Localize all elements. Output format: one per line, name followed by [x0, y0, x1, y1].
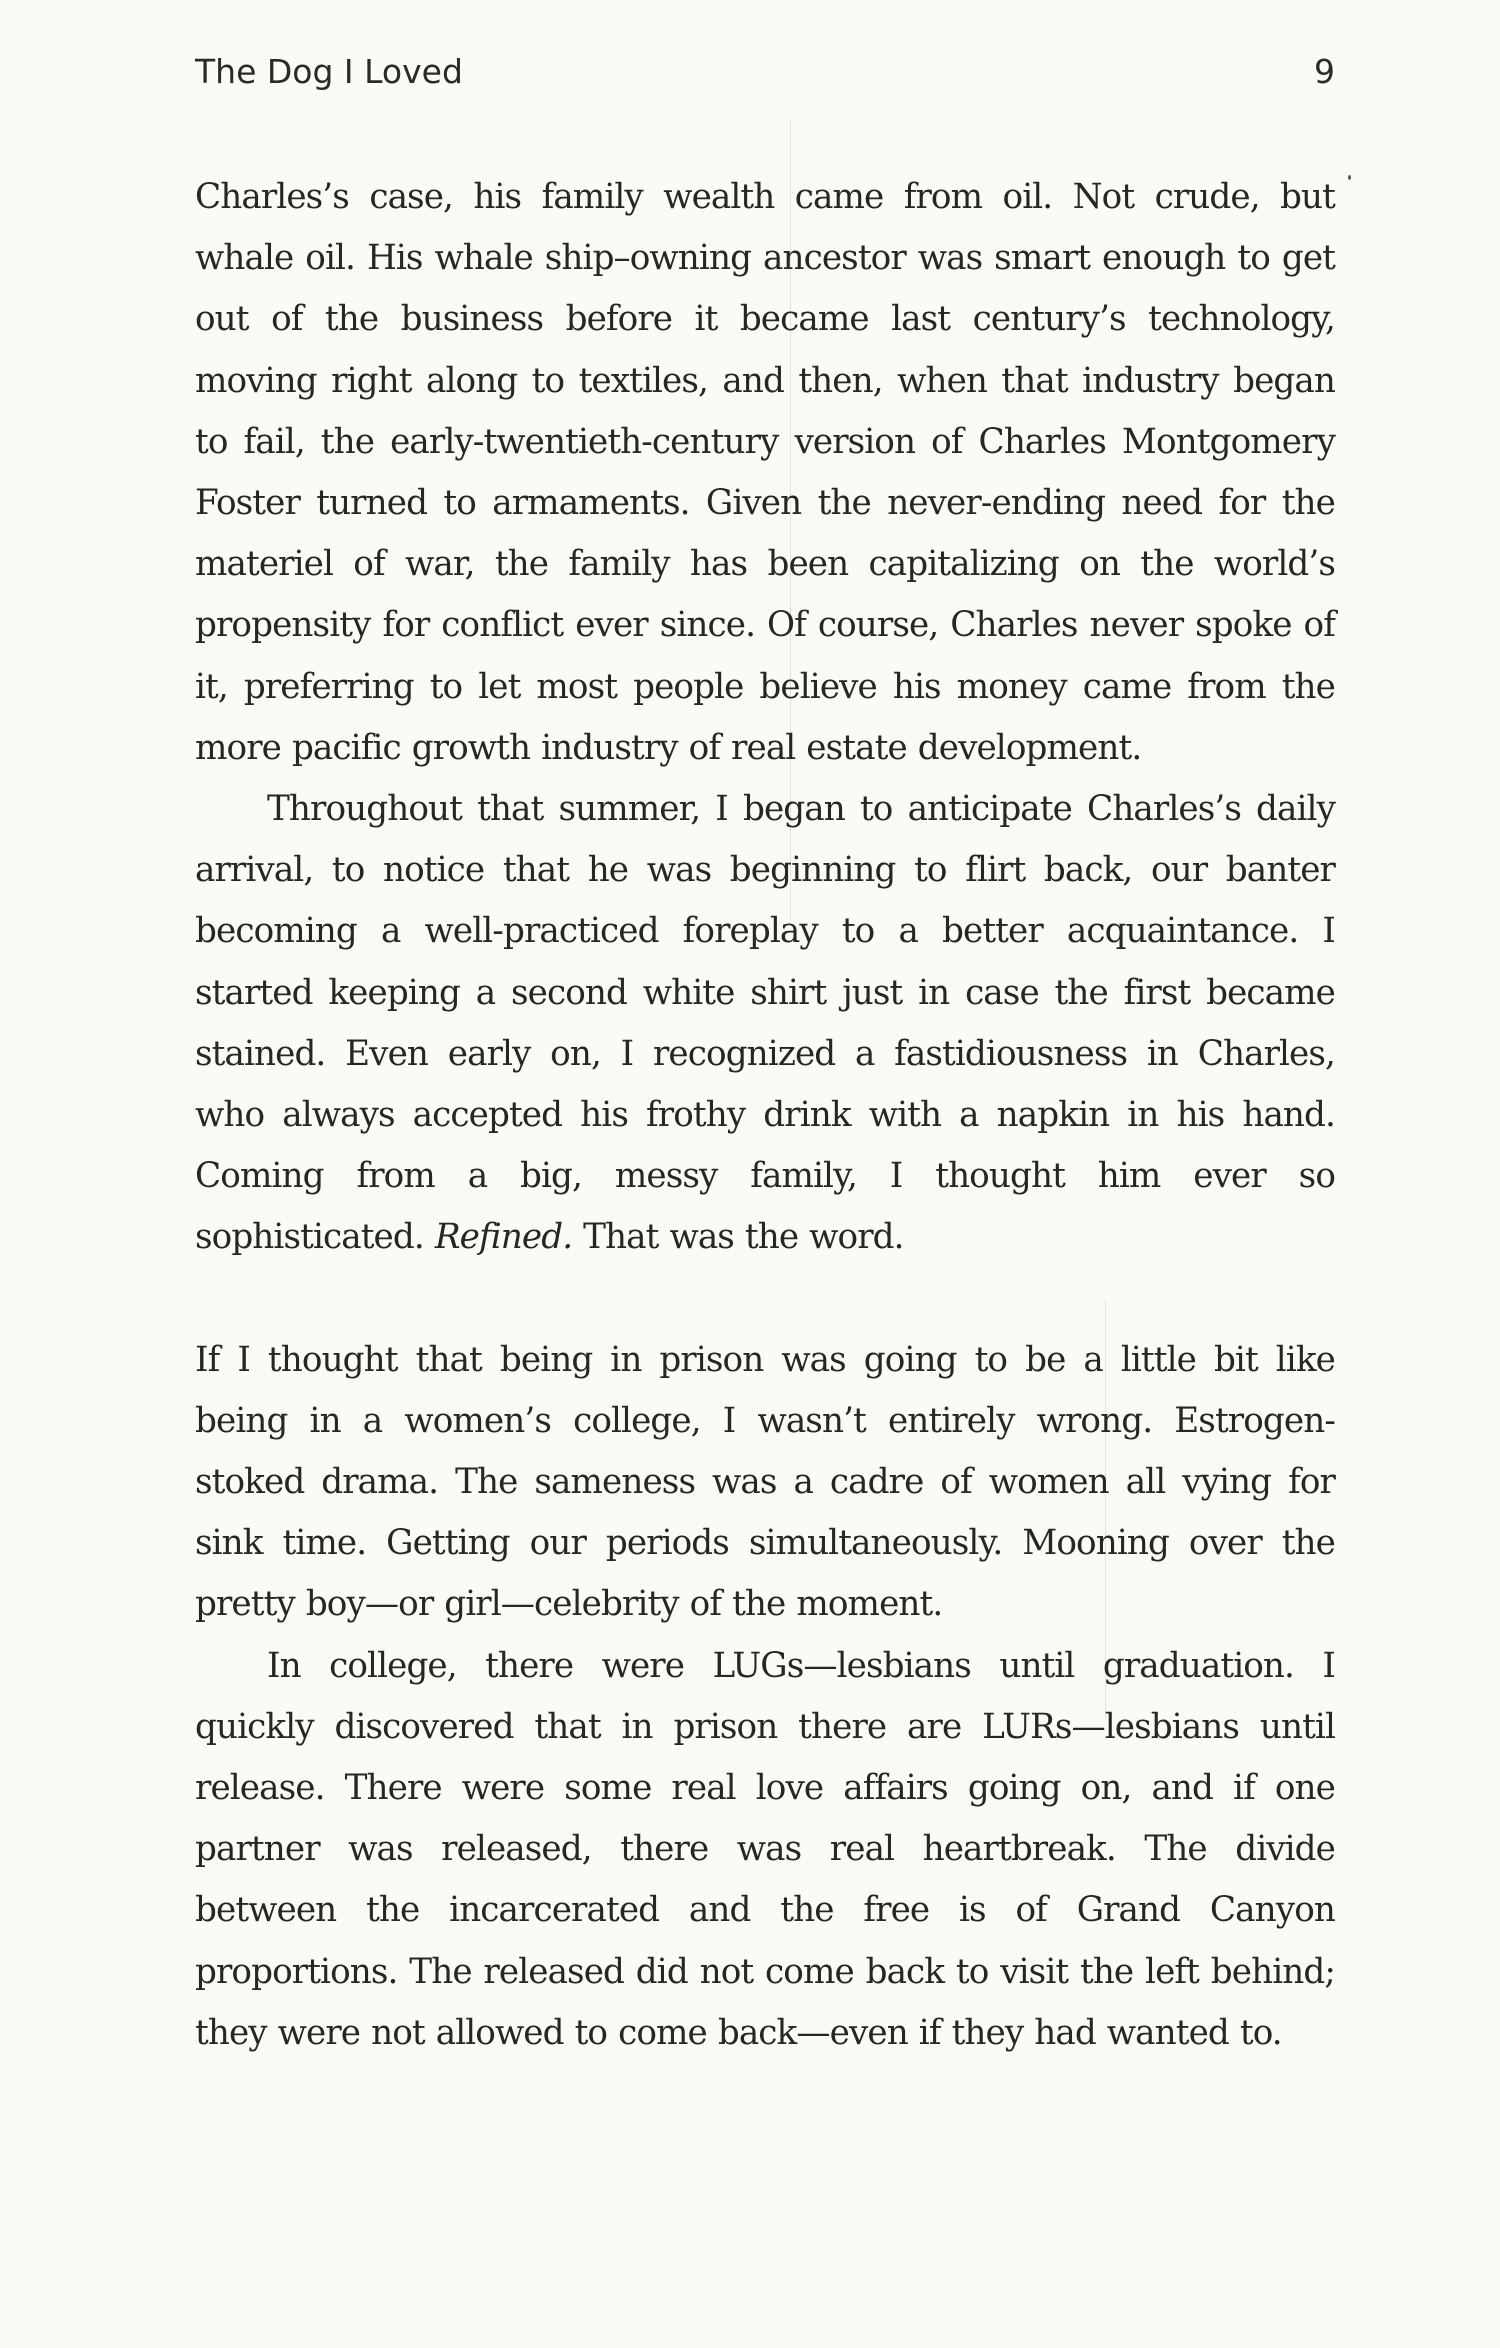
page-number: 9 [1314, 52, 1335, 91]
paragraph: If I thought that being in prison was going to be a little bit like being in a women’s college, I wasn’t entirely wrong. Estrogen-stoked drama. The sameness was a cadre of women all vying for sink time. Getting our periods simultaneously. Mooning over the pretty boy—or girl—celebrity of the moment. [195, 1339, 1335, 1625]
paragraph: Charles’s case, his family wealth came from oil. Not crude, but whale oil. His whale ship–owning ancestor was smart enough to get out of the business before it became last century’s technology, moving right along to textiles, and then, when that industry began to fail, the early-twentieth-century version of Charles Montgomery Foster turned to armaments. Given the never-ending need for the materiel of war, the family has been capitalizing on the world’s propensity for conflict ever since. Of course, Charles never spoke of it, preferring to let most people believe his money came from the more pacific growth industry of real estate development. [195, 177, 1335, 768]
paragraph-text: That was the word. [572, 1217, 904, 1258]
scan-speck [1348, 175, 1351, 180]
paragraph-text: Throughout that summer, I began to anticipate Charles’s daily arrival, to notice that he was beginning to flirt back, our banter becoming a well-practiced foreplay to a better acquaintance. I started keeping a second white shirt just in case the first became stained. Even early on, I recognized a fastidiousness in Charles, who always accepted his frothy drink with a napkin in his hand. Coming from a big, messy family, I thought him ever so sophisticated. [195, 789, 1335, 1258]
body-text [195, 167, 1335, 2064]
paragraph [195, 779, 1335, 1269]
paragraph: In college, there were LUGs—lesbians until graduation. I quickly discovered that in prison there are LURs—lesbians until release. There were some real love affairs going on, and if one partner was released, there was real heartbreak. The divide between the incarcerated and the free is of Grand Canyon proportions. The released did not come back to visit the left behind; they were not allowed to come back—even if they had wanted to. [195, 1645, 1335, 2053]
running-title: The Dog I Loved [195, 52, 463, 91]
running-head [195, 52, 1335, 102]
emphasis-text: Refined. [434, 1217, 573, 1258]
